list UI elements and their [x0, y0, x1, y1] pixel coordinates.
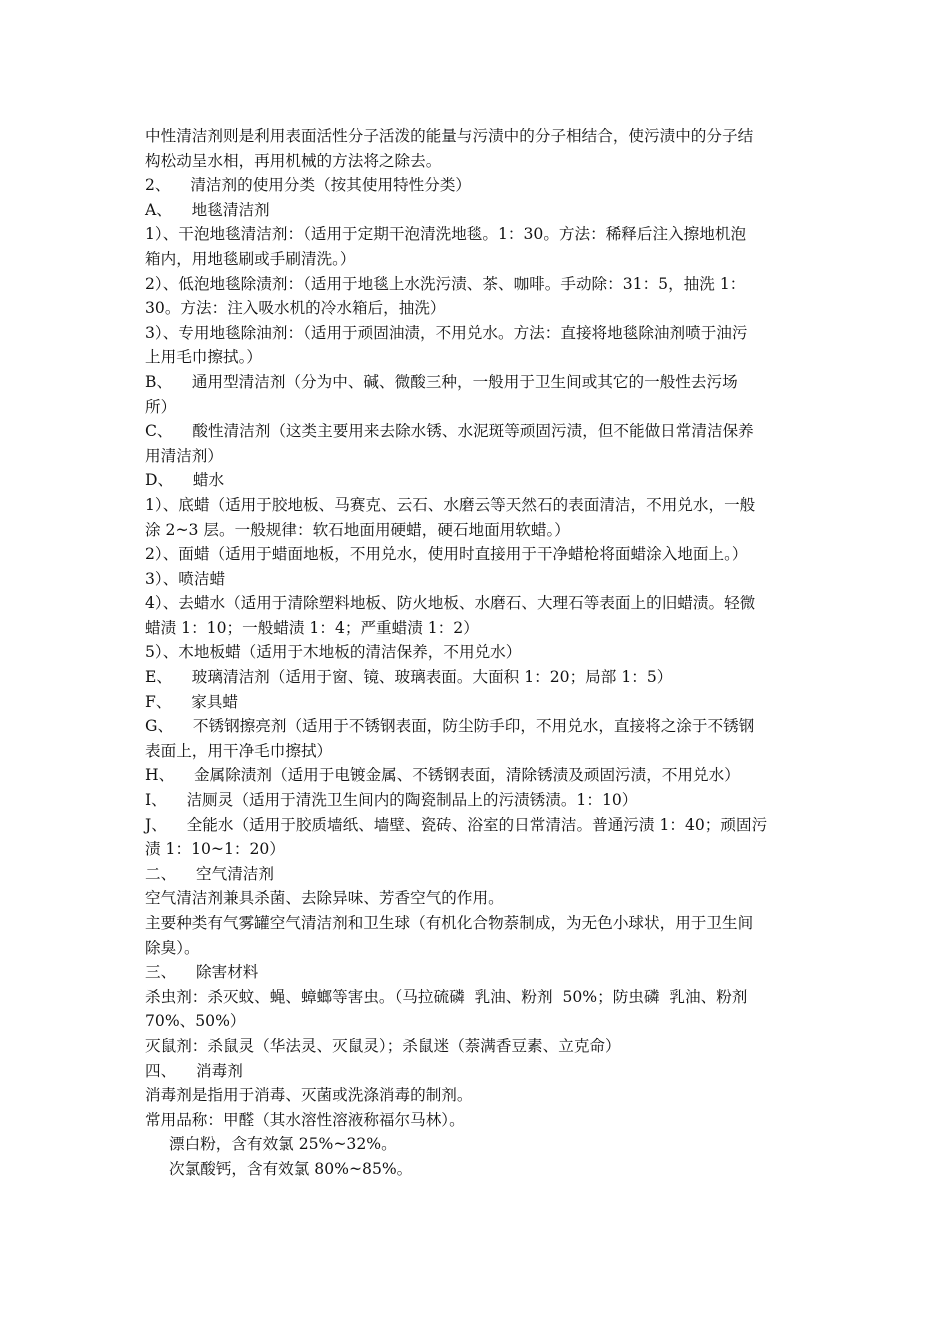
body-text-line: 空气清洁剂兼具杀菌、去除异味、芳香空气的作用。 [145, 889, 504, 908]
subsection-heading: B、 通用型清洁剂（分为中、碱、微酸三种，一般用于卫生间或其它的一般性去污场 [145, 372, 738, 391]
subsection-continuation: 表面上，用干净毛巾擦拭） [145, 741, 333, 760]
section-heading: 三、 除害材料 [145, 963, 259, 982]
body-text-line: 常用品称：甲醛（其水溶性溶液称福尔马林）。 [145, 1110, 465, 1129]
list-item-continuation: 30。方法：注入吸水机的冷水箱后，抽洗） [145, 299, 446, 318]
body-text-line: 灭鼠剂：杀鼠灵（华法灵、灭鼠灵）；杀鼠迷（萘满香豆素、立克命） [145, 1036, 621, 1055]
section-heading: 二、 空气清洁剂 [145, 864, 274, 883]
subsection-heading: C、 酸性清洁剂（这类主要用来去除水锈、水泥斑等顽固污渍，但不能做日常清洁保养 [145, 422, 754, 441]
subsection-continuation: 用清洁剂） [145, 446, 223, 465]
list-item: 3）、喷洁蜡 [145, 569, 226, 588]
list-item: 2）、低泡地毯除渍剂：（适用于地毯上水洗污渍、茶、咖啡。手动除：31：5，抽洗 1： [145, 274, 746, 293]
body-text-line: 杀虫剂：杀灭蚊、蝇、蟑螂等害虫。（马拉硫磷 乳油、粉剂 50%；防虫磷 乳油、粉剂 [145, 987, 748, 1006]
subsection-continuation: 渍 1：10~1：20） [145, 840, 285, 859]
subsection-heading: A、 地毯清洁剂 [145, 200, 270, 219]
list-item-continuation: 蜡渍 1：10；一般蜡渍 1：4；严重蜡渍 1：2） [145, 618, 479, 637]
body-text-line: 中性清洁剂则是利用表面活性分子活泼的能量与污渍中的分子相结合，使污渍中的分子结 [145, 127, 754, 145]
subsection-heading: E、 玻璃清洁剂（适用于窗、镜、玻璃表面。大面积 1：20；局部 1：5） [145, 668, 673, 687]
list-item: 3）、专用地毯除油剂：（适用于顽固油渍，不用兑水。方法：直接将地毯除油剂喷于油污 [145, 323, 748, 342]
list-item: 2）、面蜡（适用于蜡面地板，不用兑水，使用时直接用于干净蜡枪将面蜡涂入地面上。） [145, 545, 748, 564]
list-item-continuation: 上用毛巾擦拭。） [145, 348, 262, 367]
subsection-continuation: 所） [145, 397, 177, 416]
list-item-continuation: 涂 2~3 层。一般规律：软石地面用硬蜡，硬石地面用软蜡。） [145, 520, 570, 539]
body-text-line: 主要种类有气雾罐空气清洁剂和卫生球（有机化合物萘制成，为无色小球状，用于卫生间 [145, 914, 754, 932]
subsection-heading: I、 洁厕灵（适用于清洗卫生间内的陶瓷制品上的污渍锈渍。1：10） [145, 791, 638, 810]
body-text-line: 次氯酸钙，含有效氯 80%~85%。 [169, 1159, 413, 1178]
body-text-line: 漂白粉，含有效氯 25%~32%。 [169, 1135, 397, 1154]
subsection-heading: F、 家具蜡 [145, 692, 239, 711]
subsection-heading: D、 蜡水 [145, 471, 225, 490]
list-item: 1）、干泡地毯清洁剂：（适用于定期干泡清洗地毯。1：30。方法：稀释后注入擦地机泡 [145, 225, 747, 244]
list-item: 4）、去蜡水（适用于清除塑料地板、防火地板、水磨石、大理石等表面上的旧蜡渍。轻微 [145, 594, 756, 613]
body-text-line: 除臭）。 [145, 938, 200, 957]
body-text-line: 消毒剂是指用于消毒、灭菌或洗涤消毒的制剂。 [145, 1086, 473, 1105]
section-heading: 四、 消毒剂 [145, 1061, 243, 1080]
body-text-line: 构松动呈水相，再用机械的方法将之除去。 [145, 151, 442, 170]
subsection-heading: J、 全能水（适用于胶质墙纸、墙壁、瓷砖、浴室的日常清洁。普通污渍 1：40；顽固污 [145, 815, 768, 834]
list-item: 5）、木地板蜡（适用于木地板的清洁保养，不用兑水） [145, 643, 522, 662]
list-item: 1）、底蜡（适用于胶地板、马赛克、云石、水磨云等天然石的表面清洁，不用兑水，一般 [145, 495, 756, 514]
subsection-heading: H、 金属除渍剂（适用于电镀金属、不锈钢表面，清除锈渍及顽固污渍，不用兑水） [145, 766, 740, 785]
list-item-continuation: 箱内，用地毯刷或手刷清洗。） [145, 249, 356, 268]
document-page [145, 124, 807, 1182]
body-text-line: 70%、50%） [145, 1012, 246, 1031]
subsection-heading: G、 不锈钢擦亮剂（适用于不锈钢表面，防尘防手印，不用兑水，直接将之涂于不锈钢 [145, 717, 755, 736]
section-heading: 2、 清洁剂的使用分类（按其使用特性分类） [145, 176, 472, 195]
